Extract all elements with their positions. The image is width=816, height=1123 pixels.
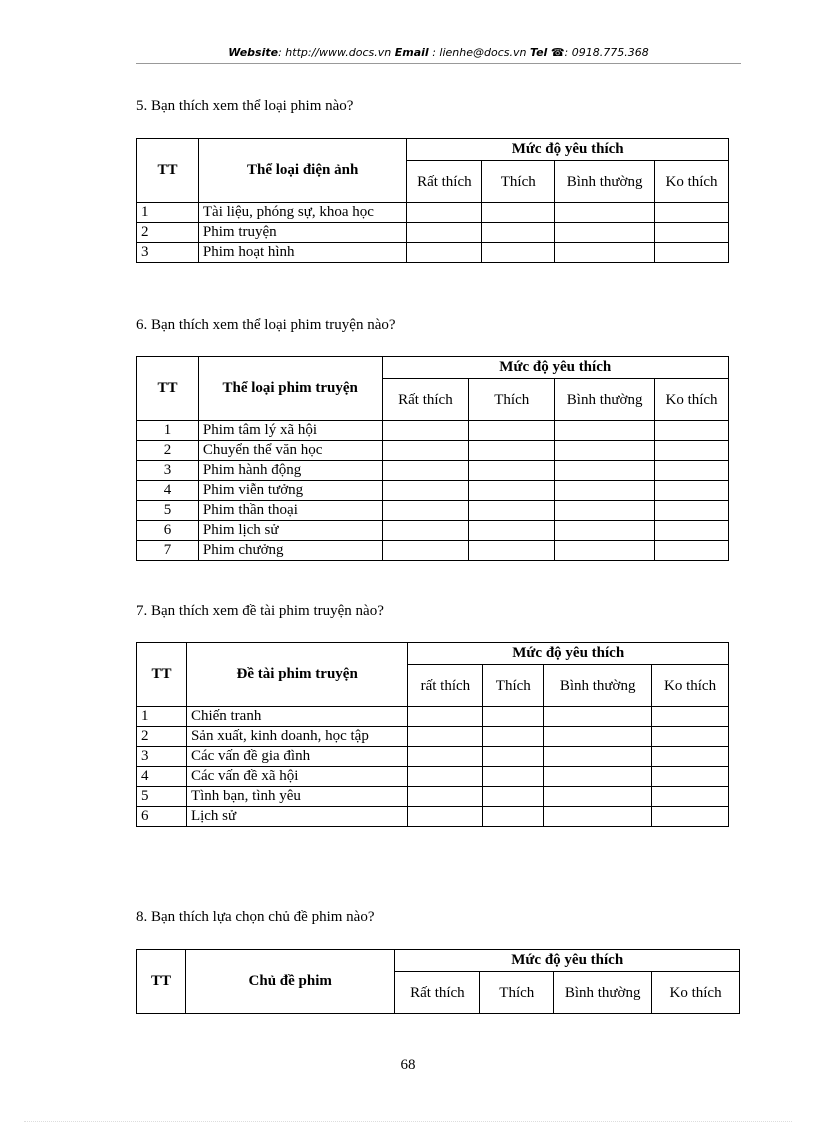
- answer-cell[interactable]: [555, 521, 655, 541]
- table-row: [137, 421, 729, 441]
- question-6: 6. Bạn thích xem thể loại phim truyện nào?: [136, 317, 396, 333]
- answer-cell[interactable]: [555, 243, 655, 263]
- row-number: 4: [137, 481, 199, 501]
- answer-cell[interactable]: [555, 481, 655, 501]
- row-number: 4: [137, 767, 187, 787]
- answer-cell[interactable]: [408, 747, 483, 767]
- col-level: Mức độ yêu thích: [382, 357, 729, 379]
- answer-cell[interactable]: [483, 747, 544, 767]
- table-q7: [136, 642, 729, 827]
- answer-cell[interactable]: [655, 441, 729, 461]
- page-number: 68: [400, 1057, 416, 1073]
- row-label: Phim tâm lý xã hội: [198, 421, 382, 441]
- row-label: Tài liệu, phóng sự, khoa học: [198, 203, 407, 223]
- table-row: [137, 461, 729, 481]
- level-header: Bình thường: [544, 665, 652, 707]
- answer-cell[interactable]: [652, 787, 729, 807]
- answer-cell[interactable]: [482, 203, 555, 223]
- col-category: Chủ đề phim: [185, 950, 395, 1014]
- col-category: Thể loại điện ảnh: [198, 139, 407, 203]
- level-header: Ko thích: [652, 972, 740, 1014]
- row-number: 2: [137, 441, 199, 461]
- level-header: Bình thường: [554, 972, 652, 1014]
- level-header: Thích: [483, 665, 544, 707]
- row-number: 5: [137, 787, 187, 807]
- answer-cell[interactable]: [407, 243, 482, 263]
- col-tt: TT: [137, 139, 199, 203]
- col-category: Thể loại phim truyện: [198, 357, 382, 421]
- level-header: Ko thích: [652, 665, 729, 707]
- answer-cell[interactable]: [469, 541, 555, 561]
- row-label: Phim viễn tưởng: [198, 481, 382, 501]
- answer-cell[interactable]: [544, 747, 652, 767]
- answer-cell[interactable]: [408, 707, 483, 727]
- table-row: [137, 727, 729, 747]
- answer-cell[interactable]: [555, 441, 655, 461]
- row-number: 1: [137, 421, 199, 441]
- row-label: Phim lịch sử: [198, 521, 382, 541]
- answer-cell[interactable]: [469, 481, 555, 501]
- answer-cell[interactable]: [544, 727, 652, 747]
- answer-cell[interactable]: [382, 421, 469, 441]
- answer-cell[interactable]: [544, 767, 652, 787]
- row-label: Lịch sử: [186, 807, 407, 827]
- answer-cell[interactable]: [555, 203, 655, 223]
- answer-cell[interactable]: [655, 203, 729, 223]
- col-level: Mức độ yêu thích: [395, 950, 740, 972]
- answer-cell[interactable]: [544, 787, 652, 807]
- row-label: Phim thần thoại: [198, 501, 382, 521]
- row-label: Phim hành động: [198, 461, 382, 481]
- row-number: 2: [137, 727, 187, 747]
- tel-number: : 0918.775.368: [564, 46, 649, 59]
- answer-cell[interactable]: [482, 243, 555, 263]
- table-row: [137, 501, 729, 521]
- phone-icon: ☎: [550, 46, 565, 59]
- row-label: Chuyển thể văn học: [198, 441, 382, 461]
- answer-cell[interactable]: [655, 501, 729, 521]
- answer-cell[interactable]: [555, 501, 655, 521]
- answer-cell[interactable]: [407, 203, 482, 223]
- level-header: Bình thường: [555, 161, 655, 203]
- answer-cell[interactable]: [544, 707, 652, 727]
- row-label: Tình bạn, tình yêu: [186, 787, 407, 807]
- email-label: Email: [394, 46, 429, 59]
- answer-cell[interactable]: [652, 727, 729, 747]
- level-header: Ko thích: [655, 379, 729, 421]
- table-row: [137, 767, 729, 787]
- answer-cell[interactable]: [544, 807, 652, 827]
- col-category: Đề tài phim truyện: [186, 643, 407, 707]
- table-row: [137, 481, 729, 501]
- col-level: Mức độ yêu thích: [408, 643, 729, 665]
- answer-cell[interactable]: [382, 521, 469, 541]
- answer-cell[interactable]: [655, 461, 729, 481]
- level-header: Ko thích: [655, 161, 729, 203]
- answer-cell[interactable]: [655, 481, 729, 501]
- question-8: 8. Bạn thích lựa chọn chủ đề phim nào?: [136, 909, 375, 925]
- answer-cell[interactable]: [382, 481, 469, 501]
- level-header: Rất thích: [395, 972, 480, 1014]
- col-level: Mức độ yêu thích: [407, 139, 729, 161]
- answer-cell[interactable]: [555, 421, 655, 441]
- row-number: 6: [137, 521, 199, 541]
- row-number: 6: [137, 807, 187, 827]
- row-label: Chiến tranh: [186, 707, 407, 727]
- answer-cell[interactable]: [655, 223, 729, 243]
- answer-cell[interactable]: [655, 521, 729, 541]
- answer-cell[interactable]: [469, 501, 555, 521]
- level-header: Rất thích: [407, 161, 482, 203]
- answer-cell[interactable]: [652, 807, 729, 827]
- row-label: Các vấn đề gia đình: [186, 747, 407, 767]
- level-header: rất thích: [408, 665, 483, 707]
- answer-cell[interactable]: [483, 807, 544, 827]
- table-row: [137, 521, 729, 541]
- answer-cell[interactable]: [469, 521, 555, 541]
- answer-cell[interactable]: [382, 501, 469, 521]
- answer-cell[interactable]: [655, 421, 729, 441]
- row-number: 5: [137, 501, 199, 521]
- website-url: : http://www.docs.vn: [278, 46, 392, 59]
- table-row: [137, 747, 729, 767]
- email-address: : lienhe@docs.vn: [432, 46, 527, 59]
- table-row: [137, 787, 729, 807]
- answer-cell[interactable]: [483, 707, 544, 727]
- website-label: Website: [228, 46, 279, 59]
- tel-label: Tel: [529, 46, 548, 59]
- answer-cell[interactable]: [382, 441, 469, 461]
- table-q6: [136, 356, 729, 561]
- table-row: [137, 707, 729, 727]
- col-tt: TT: [137, 357, 199, 421]
- row-label: Phim chưởng: [198, 541, 382, 561]
- answer-cell[interactable]: [408, 787, 483, 807]
- table-row: [137, 203, 729, 223]
- answer-cell[interactable]: [408, 727, 483, 747]
- row-label: Phim truyện: [198, 223, 407, 243]
- answer-cell[interactable]: [655, 541, 729, 561]
- answer-cell[interactable]: [652, 707, 729, 727]
- col-tt: TT: [137, 950, 186, 1014]
- answer-cell[interactable]: [483, 767, 544, 787]
- row-number: 1: [137, 707, 187, 727]
- answer-cell[interactable]: [408, 767, 483, 787]
- table-row: [137, 243, 729, 263]
- answer-cell[interactable]: [555, 461, 655, 481]
- level-header: Bình thường: [555, 379, 655, 421]
- answer-cell[interactable]: [483, 787, 544, 807]
- answer-cell[interactable]: [408, 807, 483, 827]
- row-number: 3: [137, 461, 199, 481]
- table-row: [137, 541, 729, 561]
- row-number: 2: [137, 223, 199, 243]
- table-row: [137, 441, 729, 461]
- answer-cell[interactable]: [469, 461, 555, 481]
- row-label: Phim hoạt hình: [198, 243, 407, 263]
- level-header: Thích: [469, 379, 555, 421]
- table-q5: [136, 138, 729, 263]
- level-header: Thích: [480, 972, 554, 1014]
- answer-cell[interactable]: [655, 243, 729, 263]
- table-q8: [136, 949, 740, 1014]
- level-header: Rất thích: [382, 379, 469, 421]
- answer-cell[interactable]: [483, 727, 544, 747]
- question-7: 7. Bạn thích xem đề tài phim truyện nào?: [136, 603, 384, 619]
- page-bottom-divider: [24, 1121, 792, 1122]
- row-number: 3: [137, 747, 187, 767]
- answer-cell[interactable]: [469, 421, 555, 441]
- table-row: [137, 807, 729, 827]
- answer-cell[interactable]: [382, 461, 469, 481]
- table-row: [137, 223, 729, 243]
- page-header: [136, 46, 741, 64]
- question-5: 5. Bạn thích xem thể loại phim nào?: [136, 98, 354, 114]
- answer-cell[interactable]: [469, 441, 555, 461]
- row-number: 7: [137, 541, 199, 561]
- row-number: 3: [137, 243, 199, 263]
- answer-cell[interactable]: [555, 223, 655, 243]
- col-tt: TT: [137, 643, 187, 707]
- answer-cell[interactable]: [652, 767, 729, 787]
- answer-cell[interactable]: [382, 541, 469, 561]
- answer-cell[interactable]: [482, 223, 555, 243]
- answer-cell[interactable]: [555, 541, 655, 561]
- row-number: 1: [137, 203, 199, 223]
- answer-cell[interactable]: [407, 223, 482, 243]
- answer-cell[interactable]: [652, 747, 729, 767]
- row-label: Sản xuất, kinh doanh, học tập: [186, 727, 407, 747]
- row-label: Các vấn đề xã hội: [186, 767, 407, 787]
- level-header: Thích: [482, 161, 555, 203]
